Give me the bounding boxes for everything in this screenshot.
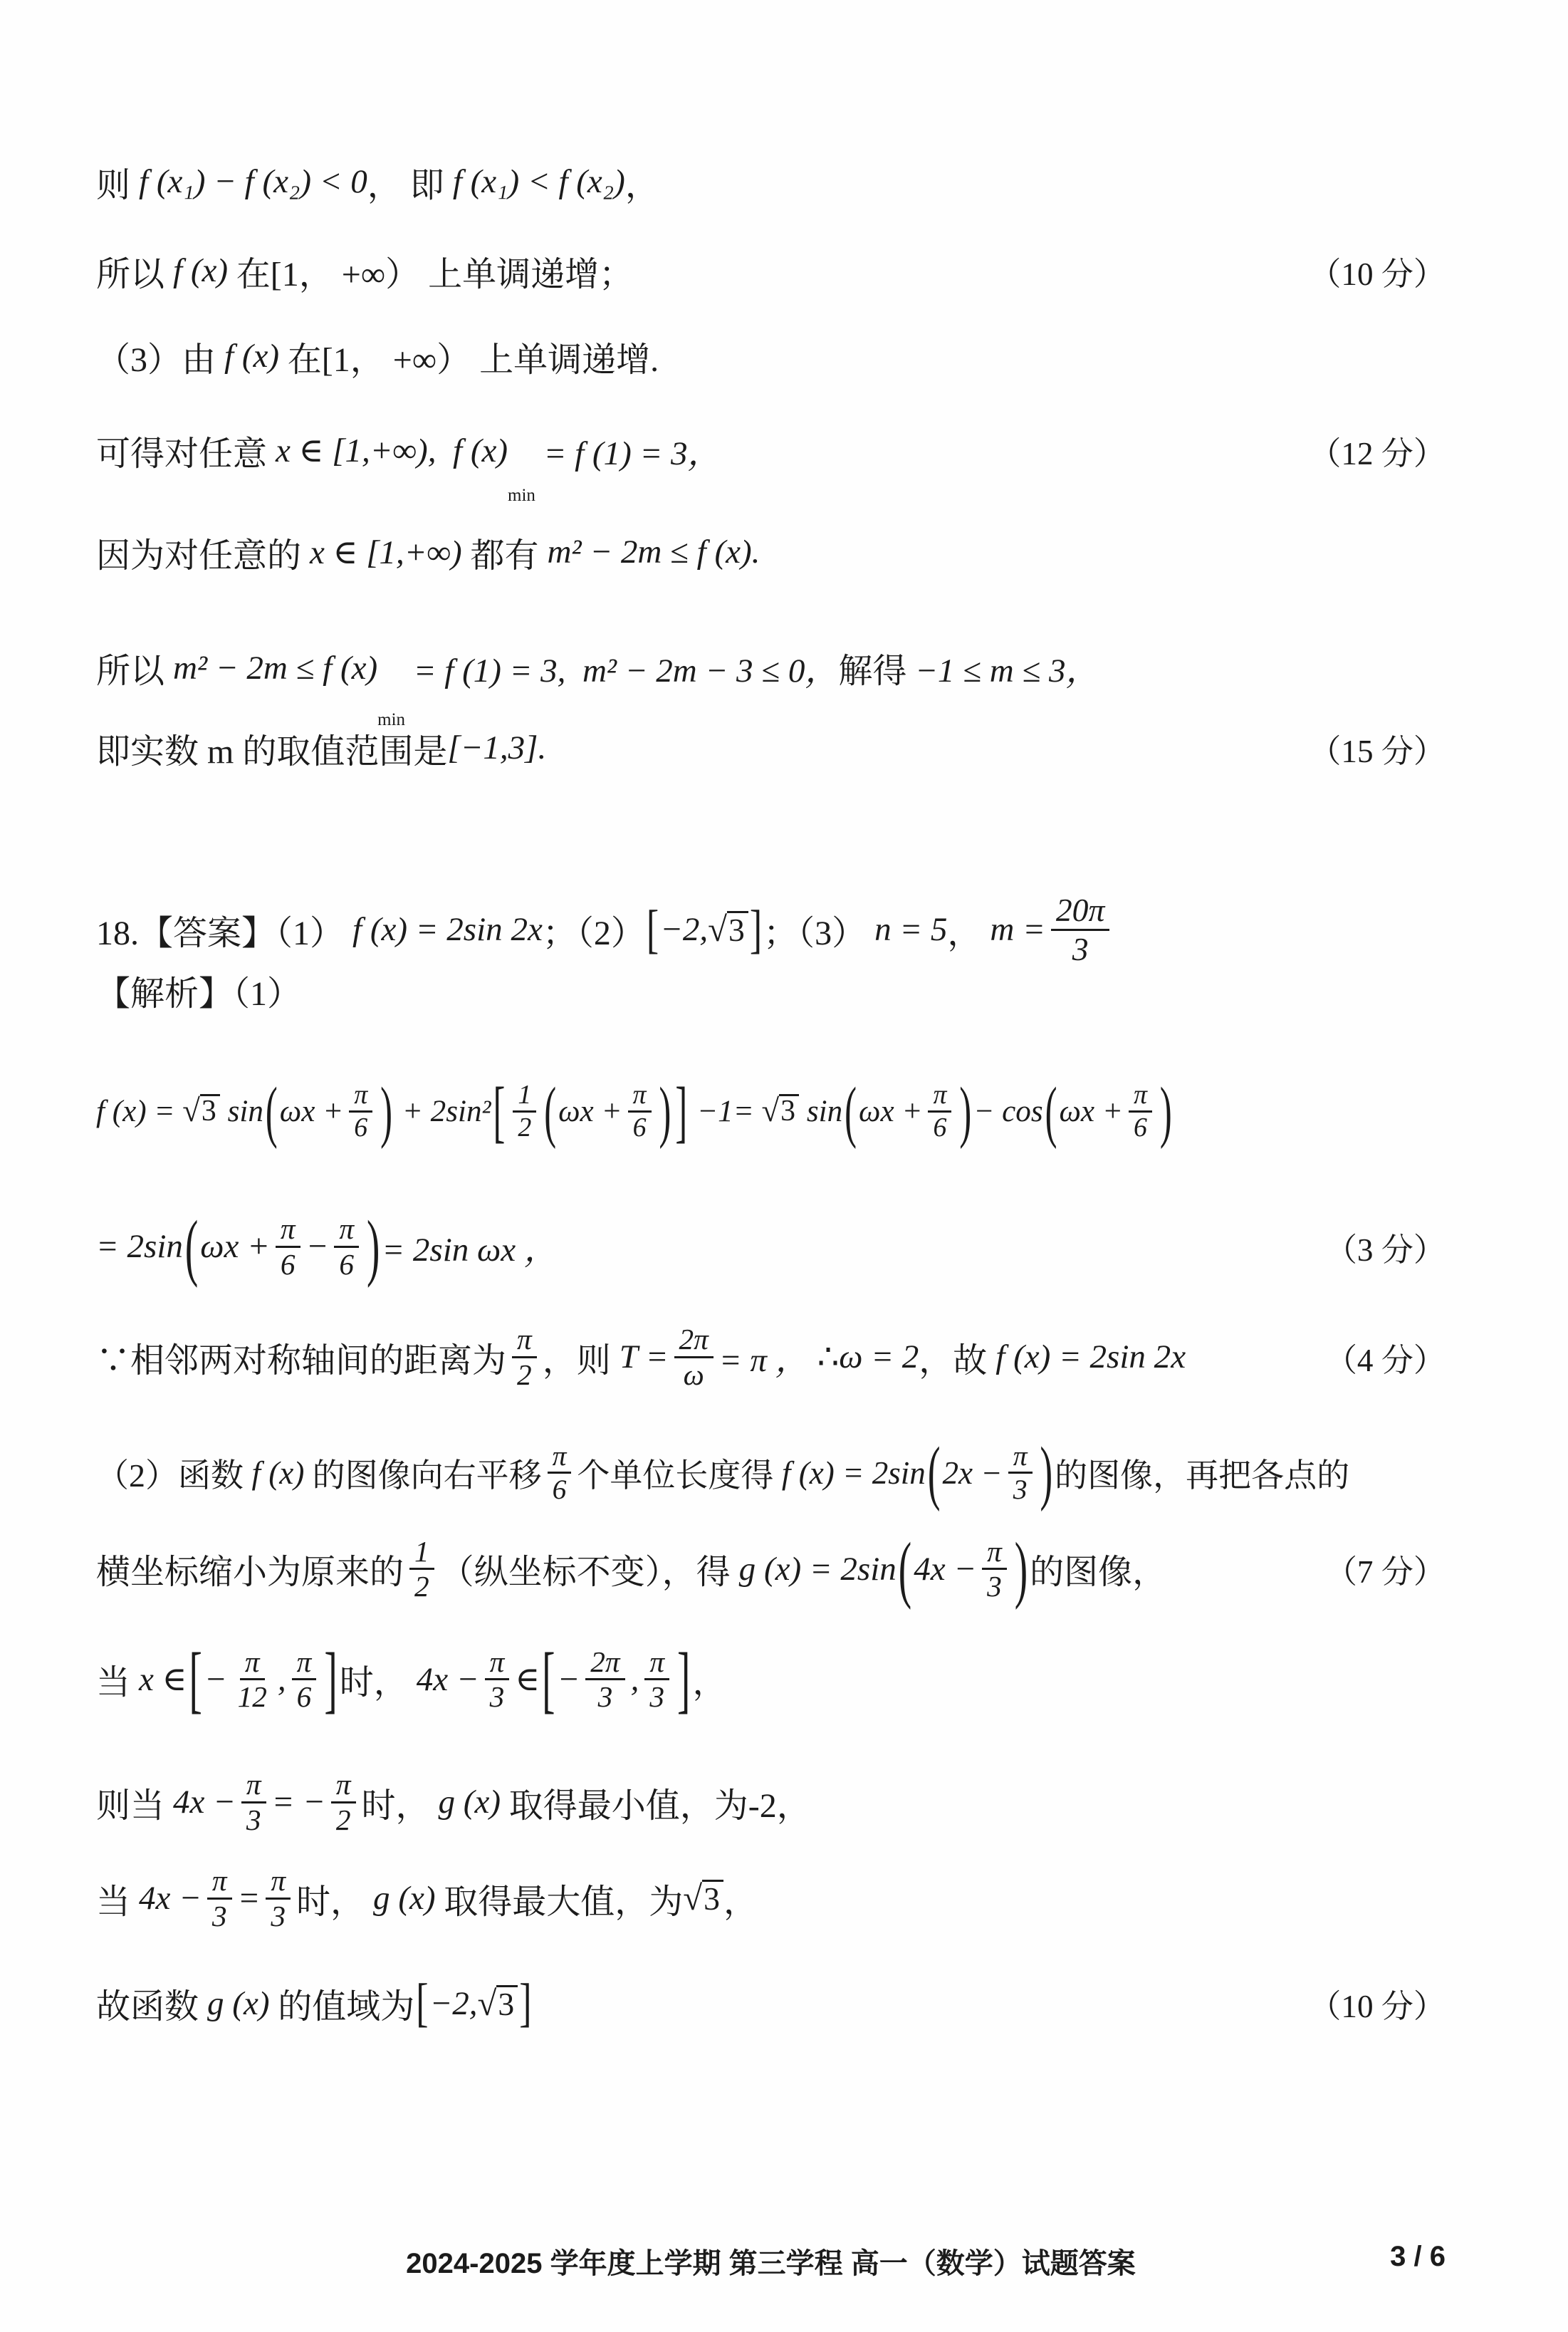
chinese-text-run: ，故 xyxy=(919,1341,996,1380)
square-root xyxy=(762,1094,800,1128)
math-text-run: sin xyxy=(219,1094,263,1128)
line-fx-expansion xyxy=(96,1026,1446,1197)
big-paren-left: ( xyxy=(927,1433,941,1512)
radicand: 3 xyxy=(779,1094,799,1128)
big-paren-left: ( xyxy=(265,1073,278,1150)
math-text-run: sin xyxy=(799,1094,843,1128)
fraction-numerator: 1 xyxy=(409,1535,434,1570)
chinese-text-run: 取得最大值，为 xyxy=(444,1883,684,1921)
line-domain-mapping xyxy=(96,1610,1446,1749)
fraction-denominator: 3 xyxy=(1072,930,1089,967)
math-text-run: ωx + xyxy=(200,1228,270,1265)
fraction-denominator: 2 xyxy=(414,1570,429,1603)
fraction-denominator: 3 xyxy=(987,1570,1002,1603)
fraction-numerator: π xyxy=(292,1645,317,1680)
math-text-run: f (x) = xyxy=(96,1094,183,1128)
fraction-numerator: 1 xyxy=(513,1080,536,1112)
math-text-run: − xyxy=(204,1660,227,1698)
fraction xyxy=(276,1212,300,1280)
big-paren-left: ( xyxy=(184,1205,199,1288)
fraction xyxy=(349,1080,372,1142)
fraction-numerator: π xyxy=(512,1323,537,1358)
big-bracket-right: ] xyxy=(519,1974,532,2033)
fraction-numerator: π xyxy=(240,1645,265,1680)
chinese-text-run: 都有 xyxy=(470,536,548,575)
math-text-run: f (x₁) < f (x₂) xyxy=(452,163,625,200)
chinese-text-run: ， xyxy=(947,914,991,952)
fraction-denominator: 6 xyxy=(1133,1112,1147,1142)
fraction-denominator: 3 xyxy=(211,1899,227,1932)
fraction-denominator: 2 xyxy=(518,1112,532,1142)
fraction-numerator: 20π xyxy=(1051,892,1109,930)
chinese-text-run: 个单位长度得 xyxy=(577,1457,782,1494)
math-text-run: −1= xyxy=(689,1094,762,1128)
line-range-conclusion xyxy=(96,1948,1446,2058)
score-badge: （15 分） xyxy=(1309,733,1446,769)
chinese-text-run: 时， xyxy=(296,1883,374,1921)
math-text-run: x ∈ [1,+∞) xyxy=(310,533,471,571)
big-bracket-right: ] xyxy=(749,900,763,959)
math-text-run: f (x) = 2sin 2x xyxy=(352,911,543,948)
math-text-run: ∈ xyxy=(515,1661,540,1698)
math-text-run: = 2sin ωx ， xyxy=(382,1231,558,1269)
radical-sign: √ xyxy=(182,1093,200,1129)
fraction-denominator: 3 xyxy=(246,1803,261,1836)
math-text-run: = f (1) = 3, m² − 2m − 3 ≤ 0， xyxy=(405,652,839,689)
math-text-run: −1 ≤ m ≤ 3， xyxy=(906,652,1099,689)
math-text-run: −2, xyxy=(429,1984,478,2022)
big-paren-right: ) xyxy=(1159,1073,1172,1150)
chinese-text-run: ， xyxy=(692,1664,727,1702)
page-number: 3 / 6 xyxy=(1390,2241,1446,2272)
chinese-text-run: 所以 xyxy=(96,652,174,690)
chinese-text-run: 当 xyxy=(96,1883,140,1921)
fraction xyxy=(628,1080,652,1142)
math-text-run: − xyxy=(305,1228,329,1265)
radicand: 3 xyxy=(496,1985,518,2021)
chinese-text-run: 因为对任意的 xyxy=(96,536,310,575)
math-text-run: = π ， xyxy=(718,1341,809,1379)
radical-sign: √ xyxy=(477,1983,497,2023)
score-badge: （10 分） xyxy=(1309,256,1446,292)
chinese-text-run: 的图像，再把各点的 xyxy=(1055,1457,1350,1494)
fraction xyxy=(548,1440,572,1506)
fraction xyxy=(928,1080,951,1142)
big-paren-left: ( xyxy=(544,1073,557,1150)
fraction xyxy=(292,1645,317,1713)
fraction-numerator: π xyxy=(548,1440,572,1474)
math-text-run: g (x) xyxy=(438,1784,509,1821)
fraction-numerator: π xyxy=(334,1212,359,1247)
math-text-run: = xyxy=(237,1880,261,1917)
fraction xyxy=(1051,892,1109,967)
chinese-text-run: 时， xyxy=(339,1664,417,1702)
radicand: 3 xyxy=(727,911,748,947)
fraction xyxy=(241,1768,266,1836)
score-badge: （12 分） xyxy=(1309,436,1446,472)
big-paren-right: ) xyxy=(367,1205,380,1288)
math-text-run: f (x) = 2sin xyxy=(781,1454,926,1491)
math-text-run: 4x − xyxy=(914,1550,977,1588)
chinese-text-run: ，则 xyxy=(542,1341,620,1380)
math-text-run: m² − 2m ≤ f (x). xyxy=(547,533,761,571)
fraction xyxy=(513,1080,536,1142)
chinese-text-run: 即实数 m 的取值范围是 xyxy=(96,732,448,771)
fraction-denominator: ω xyxy=(683,1358,704,1391)
fraction-denominator: 6 xyxy=(339,1247,354,1281)
fraction-denominator: 6 xyxy=(552,1474,567,1505)
fraction-denominator: 12 xyxy=(237,1680,267,1713)
fraction-denominator: 3 xyxy=(1013,1474,1028,1505)
math-text-run: [−1,3]. xyxy=(447,729,547,766)
math-text-run: m = xyxy=(990,911,1045,948)
big-bracket-right: ] xyxy=(677,1638,691,1721)
chinese-text-run: 时， xyxy=(361,1786,439,1825)
chinese-text-run: ， xyxy=(723,1883,758,1921)
fraction xyxy=(585,1645,624,1713)
fraction-numerator: π xyxy=(349,1080,372,1112)
score-badge: （3 分） xyxy=(1324,1232,1446,1268)
fraction-numerator: π xyxy=(276,1212,300,1247)
chinese-text-run: 所以 xyxy=(96,255,174,293)
chinese-text-run: 取得最小值，为-2， xyxy=(508,1786,811,1825)
chinese-text-run: 故函数 xyxy=(96,1988,208,2026)
math-text-run: ωx + xyxy=(859,1094,923,1128)
chinese-text-run: 的值域为 xyxy=(278,1988,415,2026)
math-text-run: x ∈ [1,+∞), f (x) xyxy=(276,432,508,469)
chinese-text-run: 的图像， xyxy=(1030,1553,1167,1591)
chinese-text-run: 【解析】（1） xyxy=(96,974,302,1013)
math-text-run: ωx + xyxy=(558,1094,622,1128)
math-text-run: n = 5 xyxy=(874,911,948,948)
math-text-run: 2x − xyxy=(942,1454,1003,1491)
math-text-run: ωx + xyxy=(1059,1094,1123,1128)
chinese-text-run: 在[1， +∞） 上单调递增. xyxy=(287,340,659,379)
math-text-run: − xyxy=(557,1660,580,1698)
math-text-run: + 2sin² xyxy=(394,1094,491,1128)
fraction-numerator: π xyxy=(628,1080,652,1112)
chinese-text-run: （2）函数 xyxy=(96,1457,252,1494)
big-bracket-left: [ xyxy=(646,900,659,959)
subscript-min: min xyxy=(377,710,405,729)
fraction-numerator: π xyxy=(982,1535,1007,1570)
math-text-run: f (x) xyxy=(224,338,288,375)
line-min-value xyxy=(96,402,1446,505)
math-text-run: ωx + xyxy=(279,1094,344,1128)
radical-sign: √ xyxy=(708,910,728,949)
fraction xyxy=(485,1645,510,1713)
fraction xyxy=(207,1864,232,1932)
big-paren-right: ) xyxy=(1040,1433,1053,1512)
line-monotonic-difference xyxy=(96,142,1446,221)
line-period-omega xyxy=(96,1293,1446,1421)
footer-title: 2024-2025 学年度上学期 第三学程 高一（数学）试题答案 xyxy=(406,2248,1136,2279)
fraction-denominator: 6 xyxy=(296,1680,312,1713)
math-text-run: 4x − xyxy=(173,1784,236,1821)
fraction-numerator: π xyxy=(241,1768,266,1803)
fraction-numerator: π xyxy=(1129,1080,1152,1112)
math-text-run: 4x − xyxy=(416,1660,479,1698)
radical-sign: √ xyxy=(683,1878,703,1918)
fraction xyxy=(266,1864,291,1932)
big-bracket-right: ] xyxy=(675,1073,688,1150)
square-root xyxy=(182,1094,220,1128)
big-paren-left: ( xyxy=(845,1073,857,1150)
fraction-numerator: π xyxy=(1008,1440,1033,1474)
big-bracket-left: [ xyxy=(493,1073,506,1150)
fraction-numerator: 2π xyxy=(585,1645,624,1680)
fraction-numerator: 2π xyxy=(674,1323,714,1358)
fraction xyxy=(644,1645,669,1713)
big-paren-left: ( xyxy=(898,1527,912,1610)
big-bracket-left: [ xyxy=(189,1638,202,1721)
big-paren-right: ) xyxy=(1014,1527,1028,1610)
chinese-text-run: 当 xyxy=(96,1664,140,1702)
fraction-denominator: 2 xyxy=(517,1358,532,1391)
chinese-text-run: 的图像向右平移 xyxy=(312,1457,542,1494)
fraction-denominator: 3 xyxy=(597,1680,613,1713)
chinese-text-run: （3）由 xyxy=(96,340,225,379)
fraction xyxy=(1129,1080,1152,1142)
chinese-text-run: ， xyxy=(624,166,659,204)
fraction-denominator: 6 xyxy=(933,1112,947,1142)
line-m-range-conclusion xyxy=(96,709,1446,787)
big-bracket-right: ] xyxy=(324,1638,338,1721)
line-solve-inequality xyxy=(96,613,1446,729)
math-text-run: , xyxy=(630,1660,639,1698)
chinese-text-run: 18.【答案】（1） xyxy=(96,914,353,952)
big-bracket-left: [ xyxy=(542,1638,555,1721)
fraction-denominator: 6 xyxy=(354,1112,368,1142)
radical-sign: √ xyxy=(761,1093,780,1129)
fraction-denominator: 6 xyxy=(632,1112,647,1142)
math-text-run: x ∈ xyxy=(139,1661,187,1698)
radicand: 3 xyxy=(200,1094,220,1128)
line-analysis-header xyxy=(96,958,1446,1022)
chinese-text-run: 则当 xyxy=(96,1786,174,1825)
chinese-text-run: 解得 xyxy=(838,652,907,690)
math-text-run: g (x) xyxy=(373,1880,444,1917)
fraction xyxy=(334,1212,359,1280)
math-text-run: f (x) xyxy=(173,252,236,289)
fraction-denominator: 3 xyxy=(271,1899,286,1932)
page-footer xyxy=(96,2241,1446,2281)
square-root xyxy=(478,1985,518,2021)
math-text-run: = f (1) = 3， xyxy=(535,435,721,472)
fraction-numerator: π xyxy=(485,1645,510,1680)
fraction-numerator: π xyxy=(207,1864,232,1899)
fraction xyxy=(409,1535,434,1603)
fraction xyxy=(512,1323,537,1390)
math-text-run: , xyxy=(277,1660,286,1698)
chinese-text-run: 则 xyxy=(96,166,140,204)
fraction-numerator: π xyxy=(928,1080,951,1112)
fraction xyxy=(331,1768,356,1836)
math-text-run: = 2sin xyxy=(96,1228,183,1265)
chinese-text-run: ， 即 xyxy=(367,166,453,204)
math-text-run: T = xyxy=(619,1338,669,1375)
math-text-run: − cos xyxy=(973,1094,1043,1128)
big-paren-right: ) xyxy=(959,1073,972,1150)
fraction-numerator: π xyxy=(331,1768,356,1803)
big-bracket-left: [ xyxy=(416,1974,429,2033)
big-paren-right: ) xyxy=(659,1073,671,1150)
math-text-run: = − xyxy=(271,1784,325,1821)
fraction-denominator: 6 xyxy=(280,1247,296,1281)
radicand: 3 xyxy=(702,1880,723,1916)
math-text-run: f (x₁) − f (x₂) < 0 xyxy=(139,163,367,200)
fraction-numerator: π xyxy=(266,1864,291,1899)
square-root xyxy=(683,1880,723,1916)
chinese-text-run: 可得对任意 xyxy=(96,435,276,473)
chinese-text-run: ；（2） xyxy=(542,914,645,952)
chinese-text-run: 横坐标缩小为原来的 xyxy=(96,1553,404,1591)
math-text-run: g (x) xyxy=(207,1984,278,2022)
chinese-text-run: （纵坐标不变），得 xyxy=(439,1553,739,1591)
math-text-run: m² − 2m ≤ f (x) xyxy=(173,649,378,687)
subscript-min: min xyxy=(508,486,535,505)
line-inequality-condition xyxy=(96,502,1446,602)
math-text-run: f (x) = 2sin 2x xyxy=(995,1338,1186,1375)
chinese-text-run: ；（3） xyxy=(763,914,875,952)
chinese-text-run: ∴ xyxy=(808,1338,840,1376)
fraction xyxy=(674,1323,714,1390)
fraction xyxy=(233,1645,272,1713)
fraction-denominator: 3 xyxy=(489,1680,505,1713)
line-monotonic-conclusion xyxy=(96,231,1446,310)
score-badge: （4 分） xyxy=(1324,1342,1446,1378)
big-paren-left: ( xyxy=(1045,1073,1057,1150)
math-text-run: ω = 2 xyxy=(839,1338,919,1375)
math-text-run: g (x) = 2sin xyxy=(738,1550,897,1588)
fraction xyxy=(982,1535,1007,1603)
fraction-numerator: π xyxy=(644,1645,669,1680)
math-text-run: −2, xyxy=(660,911,709,948)
big-paren-right: ) xyxy=(380,1073,393,1150)
score-badge: （7 分） xyxy=(1324,1554,1446,1590)
line-max-case xyxy=(96,1841,1446,1955)
square-root xyxy=(708,911,748,947)
math-text-run: 4x − xyxy=(139,1880,202,1917)
fraction-denominator: 3 xyxy=(649,1680,665,1713)
math-text-run: f (x) xyxy=(251,1454,313,1491)
line-part3-premise xyxy=(96,317,1446,395)
fraction-denominator: 2 xyxy=(335,1803,351,1836)
score-badge: （10 分） xyxy=(1309,1989,1446,2024)
chinese-text-run: ∵相邻两对称轴间的距离为 xyxy=(96,1341,507,1380)
chinese-text-run: 在[1， +∞） 上单调递增； xyxy=(236,255,634,293)
fraction xyxy=(1008,1440,1033,1506)
